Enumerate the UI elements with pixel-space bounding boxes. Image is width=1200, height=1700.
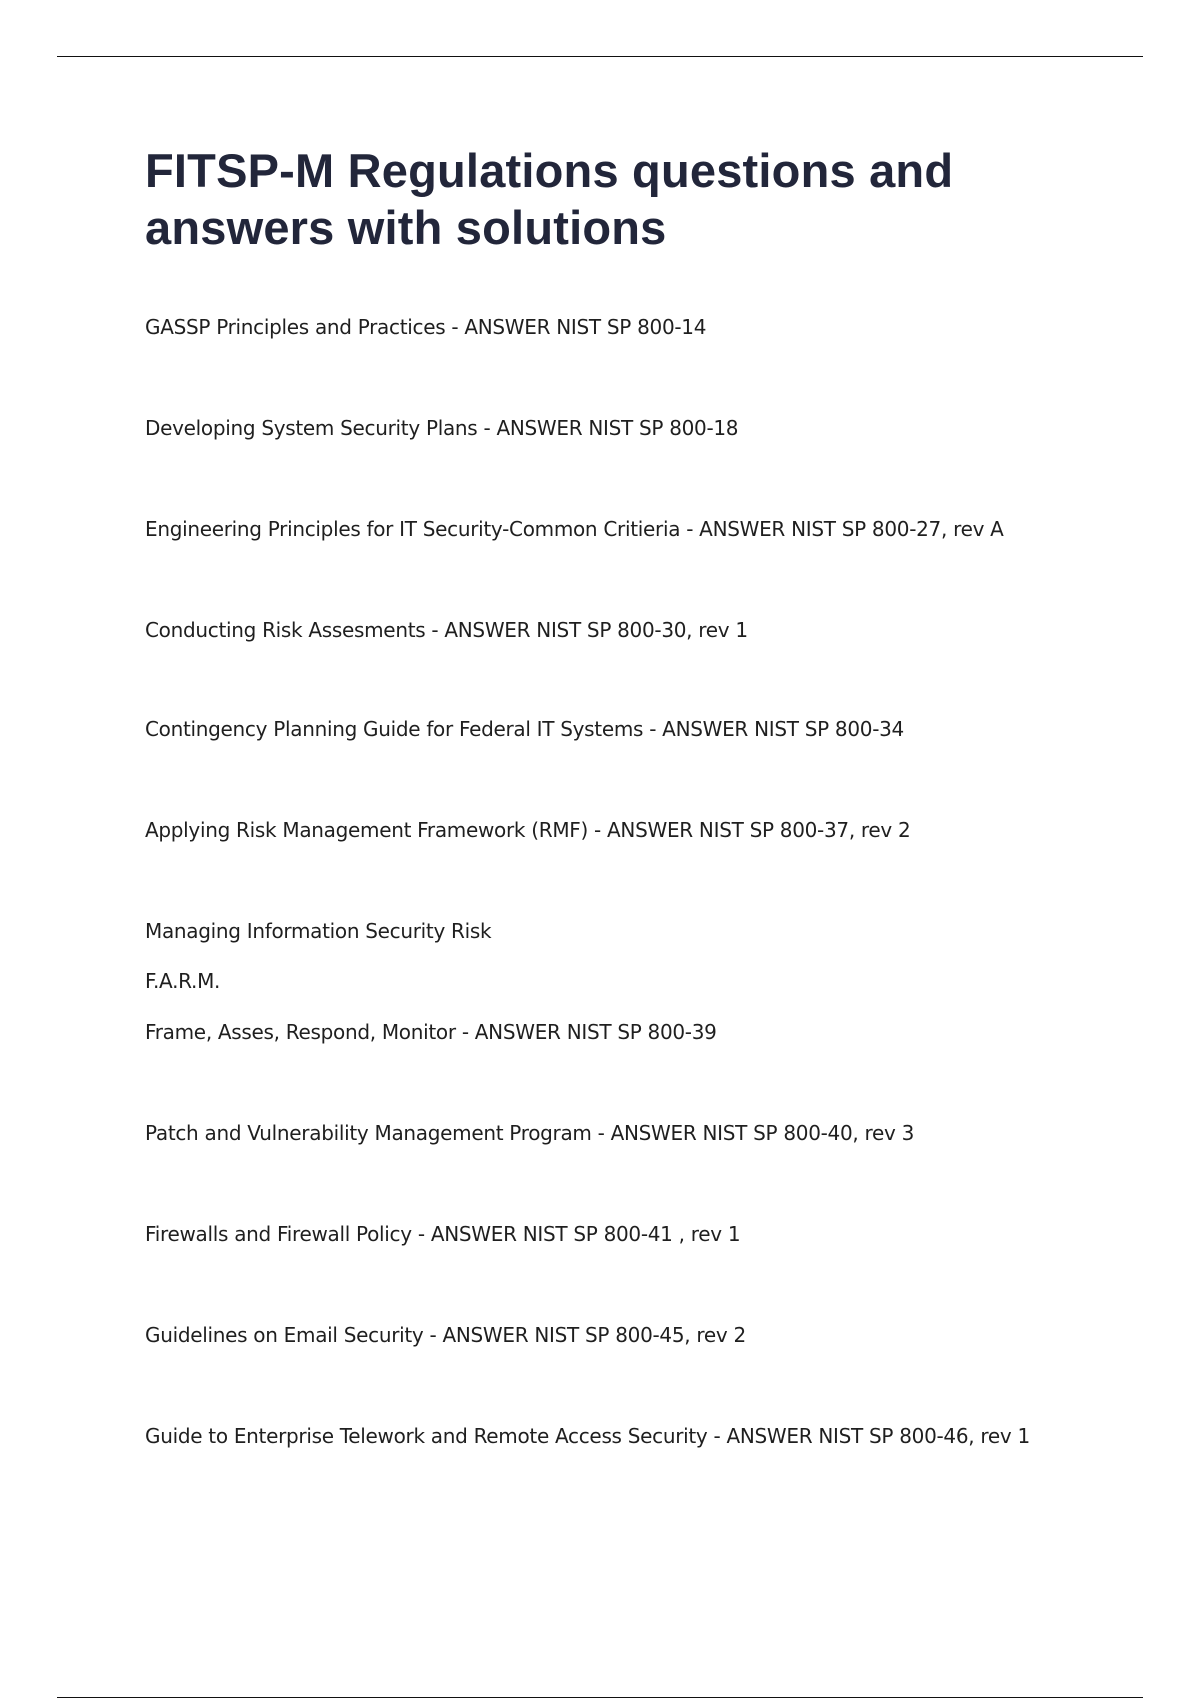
qa-entry: Patch and Vulnerability Management Program - ANSWER NIST SP 800-40, rev 3	[145, 1121, 915, 1145]
qa-entry: Engineering Principles for IT Security-Common Critieria - ANSWER NIST SP 800-27, rev A	[145, 517, 1004, 541]
qa-entry: Firewalls and Firewall Policy - ANSWER NIST SP 800-41 , rev 1	[145, 1222, 741, 1246]
document-title: FITSP-M Regulations questions and answers with solutions	[145, 144, 954, 254]
qa-entry: Developing System Security Plans - ANSWER NIST SP 800-18	[145, 416, 739, 440]
qa-entry: Contingency Planning Guide for Federal IT Systems - ANSWER NIST SP 800-34	[145, 717, 904, 741]
qa-entry-line: F.A.R.M.	[145, 969, 221, 993]
qa-entry: Conducting Risk Assesments - ANSWER NIST SP 800-30, rev 1	[145, 618, 748, 642]
bottom-divider	[57, 1697, 1143, 1698]
qa-entry: Applying Risk Management Framework (RMF) - ANSWER NIST SP 800-37, rev 2	[145, 818, 911, 842]
qa-entry: GASSP Principles and Practices - ANSWER NIST SP 800-14	[145, 315, 707, 339]
qa-entry: Guidelines on Email Security - ANSWER NIST SP 800-45, rev 2	[145, 1323, 746, 1347]
qa-entry-line: Managing Information Security Risk	[145, 919, 492, 943]
qa-entry: Guide to Enterprise Telework and Remote Access Security - ANSWER NIST SP 800-46, rev 1	[145, 1424, 1030, 1448]
top-divider	[57, 56, 1143, 57]
qa-entry: Frame, Asses, Respond, Monitor - ANSWER NIST SP 800-39	[145, 1020, 717, 1044]
